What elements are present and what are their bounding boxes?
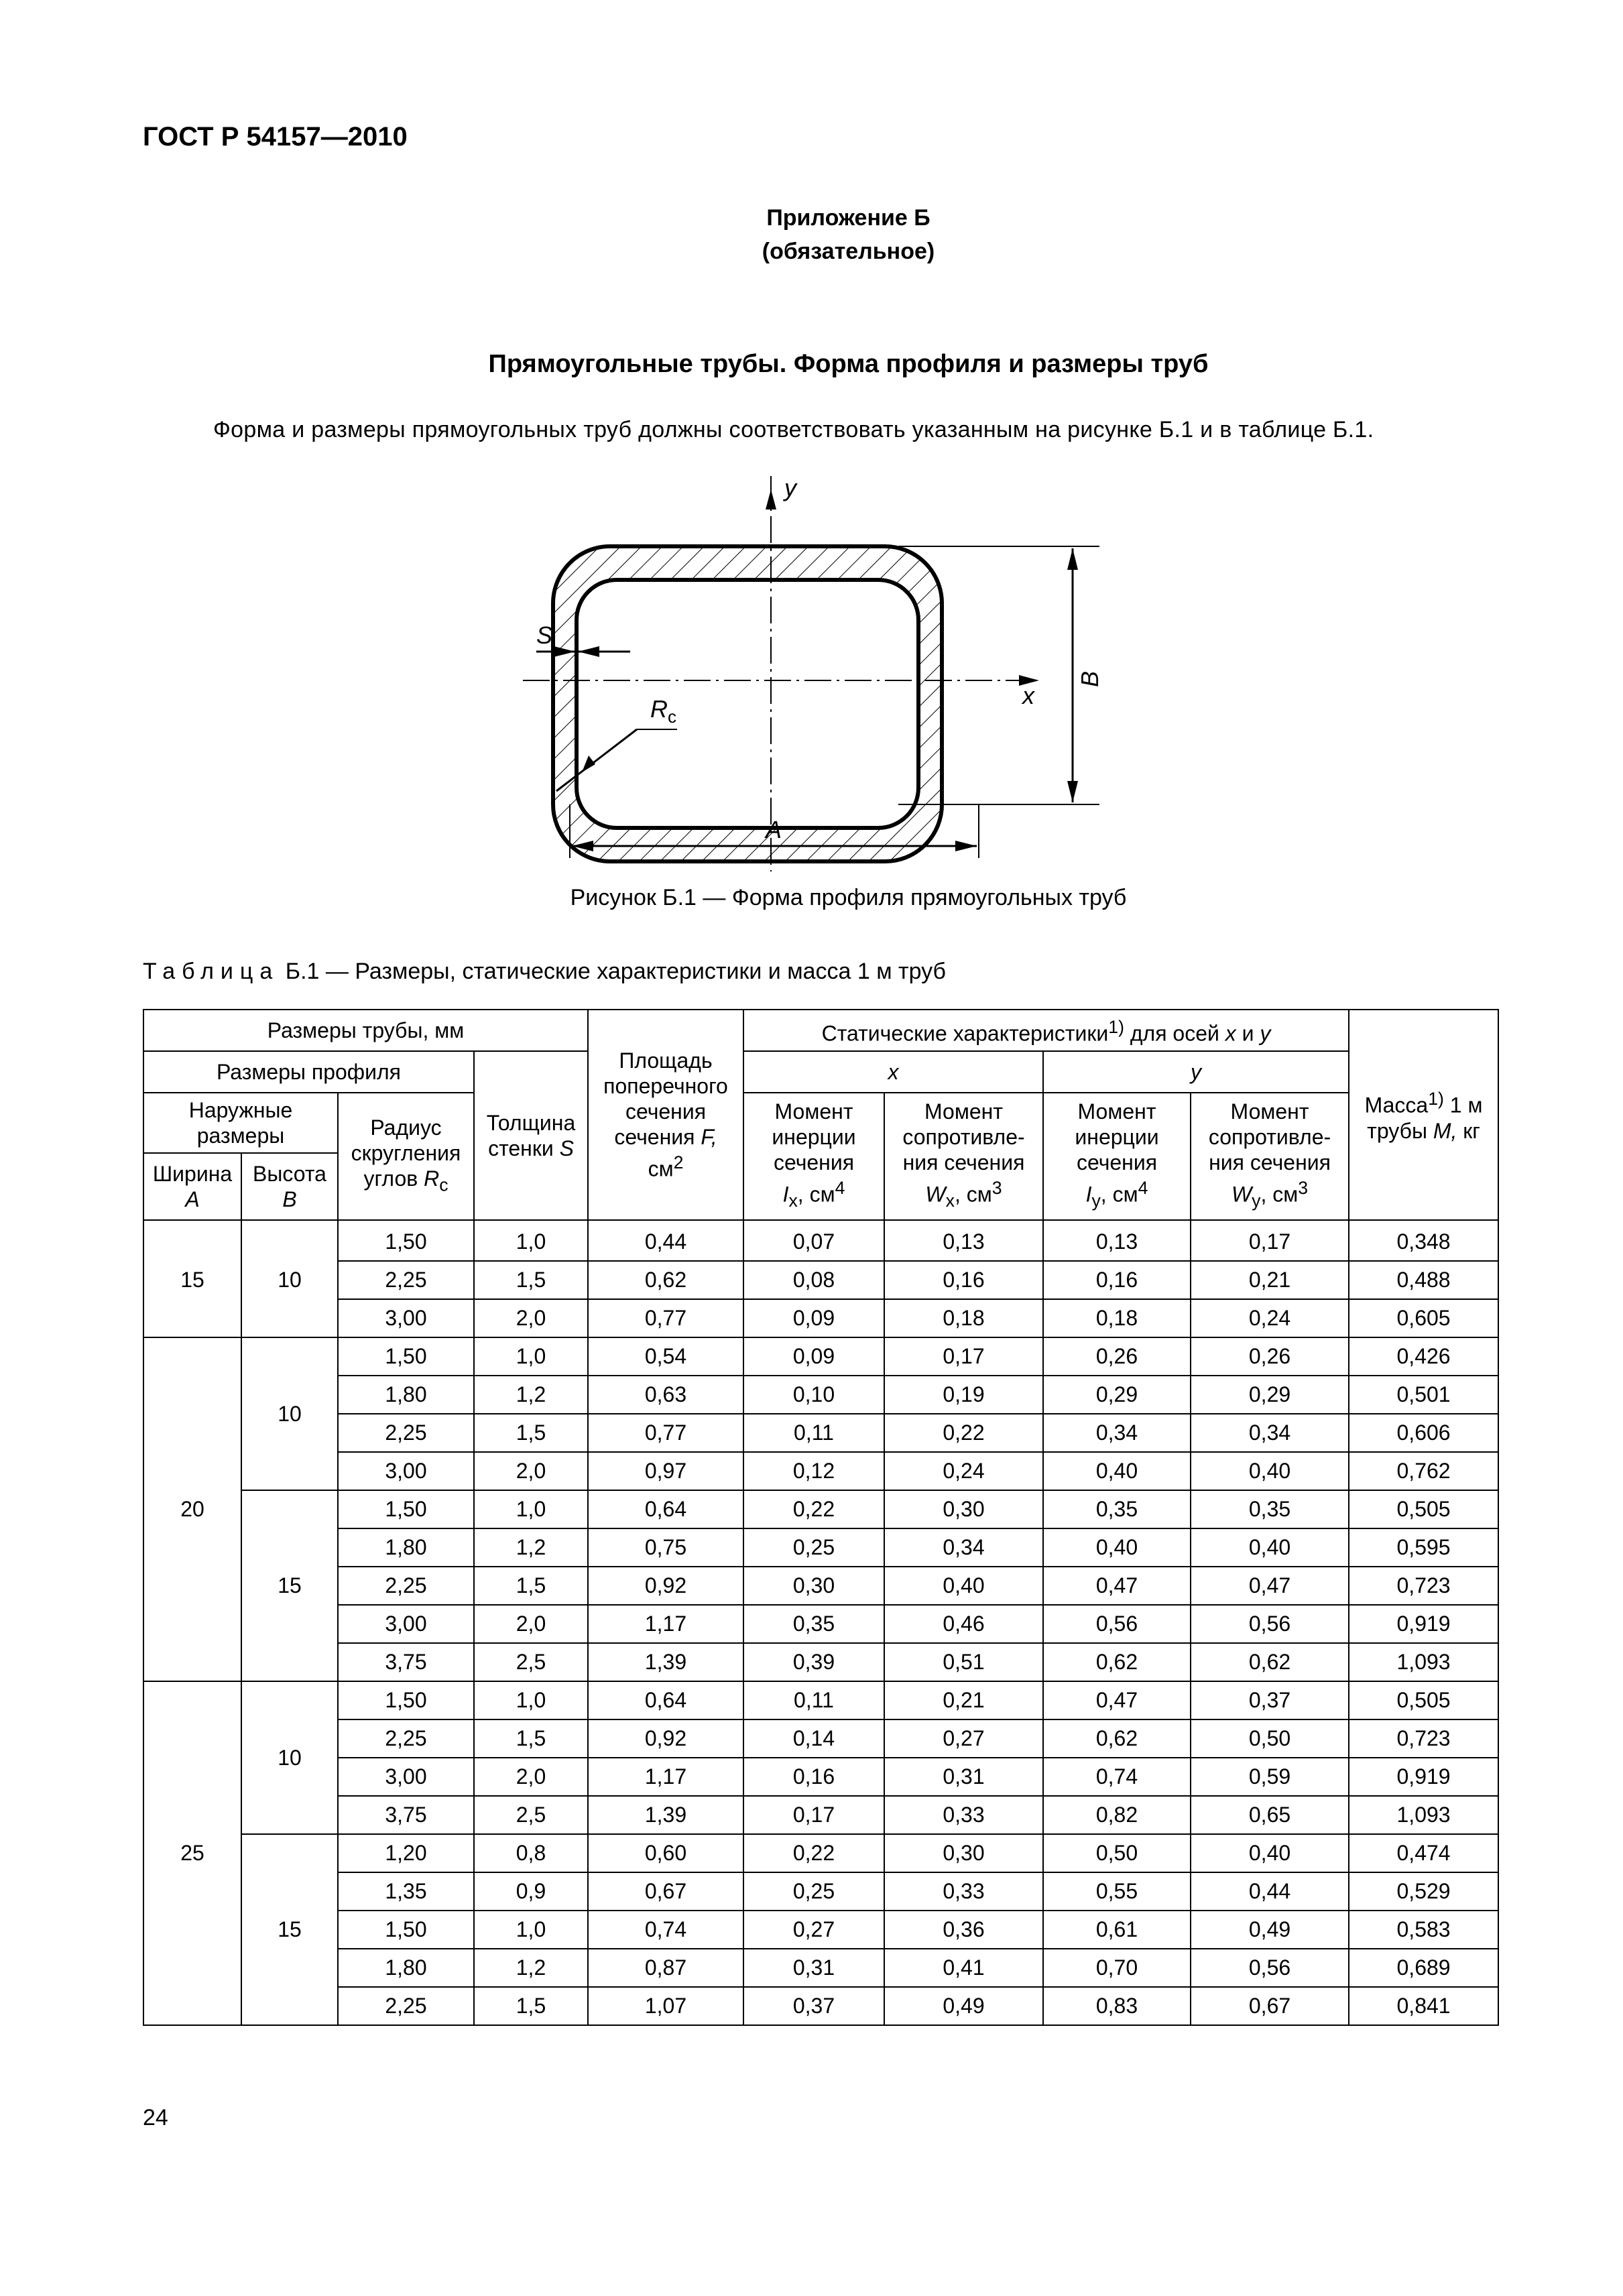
cell-wy: 0,67 (1191, 1987, 1349, 2025)
page-number: 24 (143, 2105, 168, 2130)
profile-figure (509, 469, 1113, 871)
cell-ix: 0,10 (743, 1376, 884, 1414)
cell-wy: 0,21 (1191, 1261, 1349, 1299)
table-row (143, 1299, 1498, 1337)
cell-iy: 0,35 (1043, 1490, 1191, 1528)
cell-mass: 1,093 (1349, 1643, 1498, 1681)
cell-area: 0,54 (588, 1337, 743, 1376)
cell-iy: 0,70 (1043, 1949, 1191, 1987)
cell-area: 0,63 (588, 1376, 743, 1414)
cell-radius: 1,80 (338, 1528, 474, 1567)
appendix-status: (обязательное) (762, 239, 935, 264)
cell-area: 0,74 (588, 1911, 743, 1949)
cell-area: 0,87 (588, 1949, 743, 1987)
table-row (143, 1643, 1498, 1681)
table-row (143, 1911, 1498, 1949)
cell-iy: 0,55 (1043, 1872, 1191, 1911)
cell-area: 1,17 (588, 1758, 743, 1796)
cell-mass: 0,723 (1349, 1567, 1498, 1605)
cell-iy: 0,26 (1043, 1337, 1191, 1376)
cell-height: 10 (241, 1220, 338, 1337)
cell-height: 10 (241, 1337, 338, 1490)
cell-radius: 2,25 (338, 1567, 474, 1605)
cell-wx: 0,21 (884, 1681, 1043, 1719)
table-row (143, 1605, 1498, 1643)
cell-iy: 0,47 (1043, 1567, 1191, 1605)
cell-radius: 1,50 (338, 1490, 474, 1528)
cell-wy: 0,47 (1191, 1567, 1349, 1605)
x-axis-label: x (1022, 682, 1034, 709)
cell-wy: 0,59 (1191, 1758, 1349, 1796)
header-area: Площадь поперечного сечения сечения F, $см^2$ (588, 1010, 743, 1220)
cell-mass: 0,595 (1349, 1528, 1498, 1567)
cell-area: 0,92 (588, 1567, 743, 1605)
cell-mass: 0,723 (1349, 1719, 1498, 1758)
cell-thickness: 1,2 (474, 1949, 588, 1987)
cell-wx: 0,17 (884, 1337, 1043, 1376)
rc-label: $R_c$ (650, 695, 676, 727)
cell-ix: 0,25 (743, 1528, 884, 1567)
cell-radius: 2,25 (338, 1719, 474, 1758)
cell-thickness: 2,0 (474, 1605, 588, 1643)
cell-wx: 0,30 (884, 1490, 1043, 1528)
table-row (143, 1719, 1498, 1758)
cell-mass: 0,583 (1349, 1911, 1498, 1949)
pipe-wall (553, 546, 942, 861)
cell-radius: 1,80 (338, 1376, 474, 1414)
cell-wy: 0,26 (1191, 1337, 1349, 1376)
header-wy: Момент сопротивле-ния сечения $W_y$, $см^3$ (1191, 1093, 1349, 1220)
cell-width: 15 (143, 1220, 241, 1337)
cell-area: 1,39 (588, 1643, 743, 1681)
table-row (143, 1220, 1498, 1261)
cell-thickness: 2,0 (474, 1299, 588, 1337)
cell-thickness: 1,5 (474, 1261, 588, 1299)
cell-ix: 0,37 (743, 1987, 884, 2025)
header-radius: Радиус скругления углов $R_c$ (338, 1093, 474, 1220)
cell-wy: 0,29 (1191, 1376, 1349, 1414)
cell-mass: 0,689 (1349, 1949, 1498, 1987)
cell-wy: 0,56 (1191, 1605, 1349, 1643)
header-pipe-dims: Размеры трубы, мм (143, 1010, 588, 1051)
cell-wx: 0,33 (884, 1872, 1043, 1911)
cell-iy: 0,29 (1043, 1376, 1191, 1414)
cell-thickness: 0,9 (474, 1872, 588, 1911)
cell-area: 1,07 (588, 1987, 743, 2025)
cell-mass: 0,529 (1349, 1872, 1498, 1911)
cell-area: 0,77 (588, 1299, 743, 1337)
cell-ix: 0,27 (743, 1911, 884, 1949)
cell-ix: 0,14 (743, 1719, 884, 1758)
cell-wx: 0,40 (884, 1567, 1043, 1605)
cell-mass: 0,606 (1349, 1414, 1498, 1452)
cell-mass: 0,505 (1349, 1490, 1498, 1528)
cell-ix: 0,07 (743, 1220, 884, 1261)
cell-wx: 0,13 (884, 1220, 1043, 1261)
cell-iy: 0,40 (1043, 1452, 1191, 1490)
header-outer-dims: Наружные размеры (143, 1093, 338, 1153)
cell-ix: 0,39 (743, 1643, 884, 1681)
cell-wx: 0,51 (884, 1643, 1043, 1681)
cell-radius: 3,00 (338, 1605, 474, 1643)
cell-mass: 0,348 (1349, 1220, 1498, 1261)
cell-wx: 0,41 (884, 1949, 1043, 1987)
table-row (143, 1528, 1498, 1567)
cell-ix: 0,35 (743, 1605, 884, 1643)
header-width: Ширина A (143, 1153, 241, 1220)
cell-thickness: 1,5 (474, 1414, 588, 1452)
table-row (143, 1834, 1498, 1872)
cell-wy: 0,40 (1191, 1528, 1349, 1567)
cell-iy: 0,62 (1043, 1719, 1191, 1758)
a-label: A (766, 816, 782, 843)
table-row (143, 1949, 1498, 1987)
cell-radius: 1,20 (338, 1834, 474, 1872)
cell-wx: 0,33 (884, 1796, 1043, 1834)
cell-ix: 0,22 (743, 1490, 884, 1528)
y-axis-label: y (784, 474, 796, 501)
cell-mass: 1,093 (1349, 1796, 1498, 1834)
cell-iy: 0,56 (1043, 1605, 1191, 1643)
cell-wy: 0,40 (1191, 1452, 1349, 1490)
cell-wx: 0,31 (884, 1758, 1043, 1796)
cell-height: 15 (241, 1490, 338, 1681)
cell-wy: 0,24 (1191, 1299, 1349, 1337)
cell-thickness: 1,5 (474, 1719, 588, 1758)
cell-thickness: 1,0 (474, 1911, 588, 1949)
cell-area: 0,60 (588, 1834, 743, 1872)
s-label: S (536, 621, 553, 649)
table-row (143, 1490, 1498, 1528)
cell-iy: 0,18 (1043, 1299, 1191, 1337)
table-caption-text: Б.1 — Размеры, статические характеристики и масса 1 м труб (285, 959, 946, 984)
cell-iy: 0,83 (1043, 1987, 1191, 2025)
cell-wy: 0,34 (1191, 1414, 1349, 1452)
cell-wx: 0,24 (884, 1452, 1043, 1490)
cell-ix: 0,31 (743, 1949, 884, 1987)
cell-wx: 0,49 (884, 1987, 1043, 2025)
cell-thickness: 1,2 (474, 1376, 588, 1414)
cell-iy: 0,82 (1043, 1796, 1191, 1834)
cell-thickness: 1,0 (474, 1681, 588, 1719)
cell-thickness: 1,0 (474, 1220, 588, 1261)
dimensions-table (143, 1009, 1499, 2026)
cell-area: 0,75 (588, 1528, 743, 1567)
cell-wy: 0,50 (1191, 1719, 1349, 1758)
cell-radius: 1,35 (338, 1872, 474, 1911)
cell-ix: 0,25 (743, 1872, 884, 1911)
table-body (143, 1220, 1498, 2025)
cell-wy: 0,62 (1191, 1643, 1349, 1681)
header-axis-x: x (743, 1051, 1043, 1093)
cell-area: 0,67 (588, 1872, 743, 1911)
table-row (143, 1376, 1498, 1414)
cell-wx: 0,27 (884, 1719, 1043, 1758)
header-height: Высота B (241, 1153, 338, 1220)
cell-area: 0,92 (588, 1719, 743, 1758)
table-row (143, 1414, 1498, 1452)
cell-area: 0,62 (588, 1261, 743, 1299)
figure-caption: Рисунок Б.1 — Форма профиля прямоугольных труб (570, 885, 1127, 910)
cell-thickness: 1,0 (474, 1337, 588, 1376)
cell-thickness: 2,5 (474, 1643, 588, 1681)
cell-radius: 2,25 (338, 1987, 474, 2025)
cell-mass: 0,426 (1349, 1337, 1498, 1376)
cell-ix: 0,09 (743, 1299, 884, 1337)
cell-radius: 1,50 (338, 1337, 474, 1376)
cell-area: 0,44 (588, 1220, 743, 1261)
header-axis-y: y (1043, 1051, 1349, 1093)
cell-radius: 3,75 (338, 1643, 474, 1681)
table-row (143, 1261, 1498, 1299)
cell-mass: 0,505 (1349, 1681, 1498, 1719)
document-code: ГОСТ Р 54157—2010 (143, 122, 408, 152)
header-wx: Момент сопротивле-ния сечения $W_x$, $см^3$ (884, 1093, 1043, 1220)
cell-wy: 0,37 (1191, 1681, 1349, 1719)
cell-height: 10 (241, 1681, 338, 1834)
y-axis-arrow (766, 489, 776, 509)
cell-wx: 0,16 (884, 1261, 1043, 1299)
cell-wx: 0,46 (884, 1605, 1043, 1643)
cell-iy: 0,61 (1043, 1911, 1191, 1949)
cell-wy: 0,17 (1191, 1220, 1349, 1261)
cell-wy: 0,35 (1191, 1490, 1349, 1528)
cell-ix: 0,12 (743, 1452, 884, 1490)
cell-radius: 2,25 (338, 1261, 474, 1299)
cell-wx: 0,18 (884, 1299, 1043, 1337)
table-row (143, 1567, 1498, 1605)
cell-iy: 0,47 (1043, 1681, 1191, 1719)
table-row (143, 1681, 1498, 1719)
cell-thickness: 1,2 (474, 1528, 588, 1567)
table-row (143, 1337, 1498, 1376)
cell-radius: 1,80 (338, 1949, 474, 1987)
intro-paragraph: Форма и размеры прямоугольных труб должны соответствовать указанным на рисунке Б.1 и в таблице Б.1. (213, 417, 1374, 442)
appendix-heading (0, 201, 1623, 268)
cell-iy: 0,62 (1043, 1643, 1191, 1681)
cell-wy: 0,65 (1191, 1796, 1349, 1834)
cell-mass: 0,501 (1349, 1376, 1498, 1414)
cell-area: 0,64 (588, 1681, 743, 1719)
cell-ix: 0,11 (743, 1414, 884, 1452)
table-caption (143, 959, 946, 985)
cell-ix: 0,16 (743, 1758, 884, 1796)
cell-ix: 0,22 (743, 1834, 884, 1872)
cell-radius: 1,50 (338, 1220, 474, 1261)
cell-ix: 0,30 (743, 1567, 884, 1605)
cell-wx: 0,30 (884, 1834, 1043, 1872)
cell-wy: 0,49 (1191, 1911, 1349, 1949)
cell-radius: 3,00 (338, 1299, 474, 1337)
cell-area: 0,97 (588, 1452, 743, 1490)
cell-wx: 0,34 (884, 1528, 1043, 1567)
cell-radius: 3,75 (338, 1796, 474, 1834)
table-row (143, 1987, 1498, 2025)
cell-width: 25 (143, 1681, 241, 2025)
table-row (143, 1758, 1498, 1796)
cell-radius: 3,00 (338, 1758, 474, 1796)
table-row (143, 1872, 1498, 1911)
cell-thickness: 2,0 (474, 1758, 588, 1796)
cell-mass: 0,919 (1349, 1605, 1498, 1643)
cell-wy: 0,40 (1191, 1834, 1349, 1872)
cell-wx: 0,36 (884, 1911, 1043, 1949)
cell-mass: 0,841 (1349, 1987, 1498, 2025)
cell-radius: 1,50 (338, 1911, 474, 1949)
cell-mass: 0,605 (1349, 1299, 1498, 1337)
section-title: Прямоугольные трубы. Форма профиля и размеры труб (488, 350, 1209, 378)
cell-ix: 0,17 (743, 1796, 884, 1834)
header-mass: Масса$^{1)}$ 1 м трубы M, кг (1349, 1010, 1498, 1220)
cell-area: 0,64 (588, 1490, 743, 1528)
cell-thickness: 2,0 (474, 1452, 588, 1490)
cell-wx: 0,22 (884, 1414, 1043, 1452)
cell-ix: 0,08 (743, 1261, 884, 1299)
table-row (143, 1452, 1498, 1490)
cell-ix: 0,09 (743, 1337, 884, 1376)
cell-thickness: 2,5 (474, 1796, 588, 1834)
b-label: B (1076, 670, 1103, 687)
cell-iy: 0,40 (1043, 1528, 1191, 1567)
cell-radius: 3,00 (338, 1452, 474, 1490)
cell-area: 1,17 (588, 1605, 743, 1643)
appendix-title: Приложение Б (766, 205, 930, 231)
cell-wx: 0,19 (884, 1376, 1043, 1414)
header-thickness: Толщина стенки S (474, 1051, 588, 1220)
cell-iy: 0,16 (1043, 1261, 1191, 1299)
cell-mass: 0,488 (1349, 1261, 1498, 1299)
cell-iy: 0,74 (1043, 1758, 1191, 1796)
cell-thickness: 0,8 (474, 1834, 588, 1872)
cell-wy: 0,56 (1191, 1949, 1349, 1987)
cell-area: 1,39 (588, 1796, 743, 1834)
cell-mass: 0,762 (1349, 1452, 1498, 1490)
table-row (143, 1796, 1498, 1834)
cell-width: 20 (143, 1337, 241, 1681)
cell-iy: 0,13 (1043, 1220, 1191, 1261)
cell-mass: 0,474 (1349, 1834, 1498, 1872)
cell-iy: 0,50 (1043, 1834, 1191, 1872)
cell-radius: 2,25 (338, 1414, 474, 1452)
cell-thickness: 1,5 (474, 1567, 588, 1605)
table-caption-prefix: Таблица (143, 959, 280, 984)
header-ix: Момент инерции сечения $I_x$, $см^4$ (743, 1093, 884, 1220)
cell-radius: 1,50 (338, 1681, 474, 1719)
cell-ix: 0,11 (743, 1681, 884, 1719)
header-iy: Момент инерции сечения $I_y$, $см^4$ (1043, 1093, 1191, 1220)
header-static: Статические характеристики$^{1)}$ для осей x и y (743, 1010, 1349, 1051)
cell-mass: 0,919 (1349, 1758, 1498, 1796)
cell-height: 15 (241, 1834, 338, 2025)
cell-thickness: 1,0 (474, 1490, 588, 1528)
cell-wy: 0,44 (1191, 1872, 1349, 1911)
cell-thickness: 1,5 (474, 1987, 588, 2025)
cell-area: 0,77 (588, 1414, 743, 1452)
cell-iy: 0,34 (1043, 1414, 1191, 1452)
header-profile-dims: Размеры профиля (143, 1051, 474, 1093)
